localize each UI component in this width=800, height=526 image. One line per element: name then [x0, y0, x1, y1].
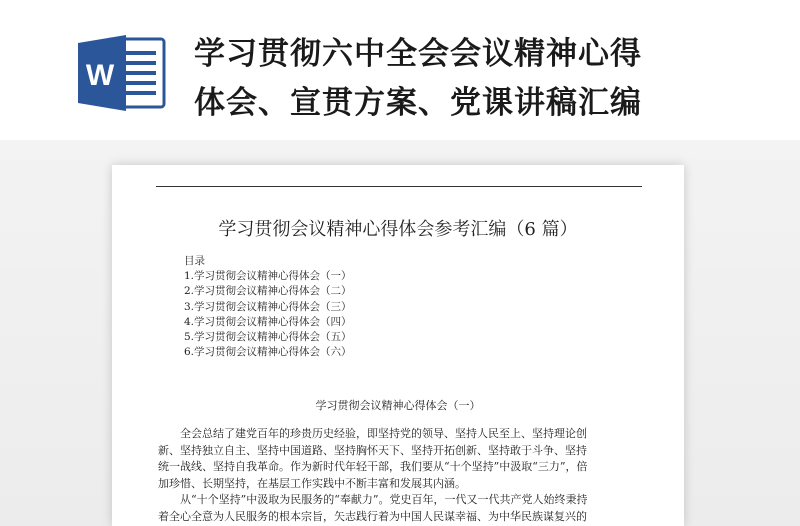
paragraph-line: 统一战线、坚持自我革命。作为新时代年轻干部，我们要从“十个坚持”中汲取“三力”，倍: [158, 460, 588, 473]
toc-heading: 目录: [184, 255, 205, 267]
toc-item: 3.学习贯彻会议精神心得体会（三）: [184, 300, 352, 313]
paragraph-line: 新、坚持独立自主、坚持中国道路、坚持胸怀天下、坚持开拓创新、坚持敢于斗争、坚持: [158, 443, 587, 457]
banner-title: [194, 30, 794, 128]
banner-title-line: 学习贯彻六中全会会议精神心得: [194, 36, 642, 72]
paragraph-line: 着全心全意为人民服务的根本宗旨，矢志践行着为中国人民谋幸福、为中华民族谋复兴的: [158, 509, 587, 523]
body-text: [158, 426, 644, 525]
paragraph-line: 从“十个坚持”中汲取为民服务的“奉献力”。党史百年，一代又一代共产党人始终秉持: [180, 493, 588, 506]
header-rule: [156, 186, 642, 187]
word-document-icon: [78, 33, 166, 113]
banner: [0, 0, 800, 150]
toc-item: 1.学习贯彻会议精神心得体会（一）: [184, 270, 352, 283]
paragraph-line: 加珍惜、长期坚持，在基层工作实践中不断丰富和发展其内涵。: [158, 476, 466, 490]
toc-item: 5.学习贯彻会议精神心得体会（五）: [184, 331, 352, 344]
document-page: [112, 165, 684, 526]
banner-title-line: 体会、宣贯方案、党课讲稿汇编: [194, 85, 642, 121]
word-icon-letter: W: [85, 59, 115, 92]
document-title: 学习贯彻会议精神心得体会参考汇编（6 篇）: [218, 219, 578, 240]
section-title: 学习贯彻会议精神心得体会（一）: [315, 399, 481, 412]
toc-item: 2.学习贯彻会议精神心得体会（二）: [184, 285, 352, 298]
table-of-contents: [184, 254, 352, 360]
toc-item: 6.学习贯彻会议精神心得体会（六）: [184, 346, 352, 359]
toc-item: 4.学习贯彻会议精神心得体会（四）: [184, 315, 352, 328]
paragraph-line: 全会总结了建党百年的珍贵历史经验，即坚持党的领导、坚持人民至上、坚持理论创: [180, 427, 587, 440]
